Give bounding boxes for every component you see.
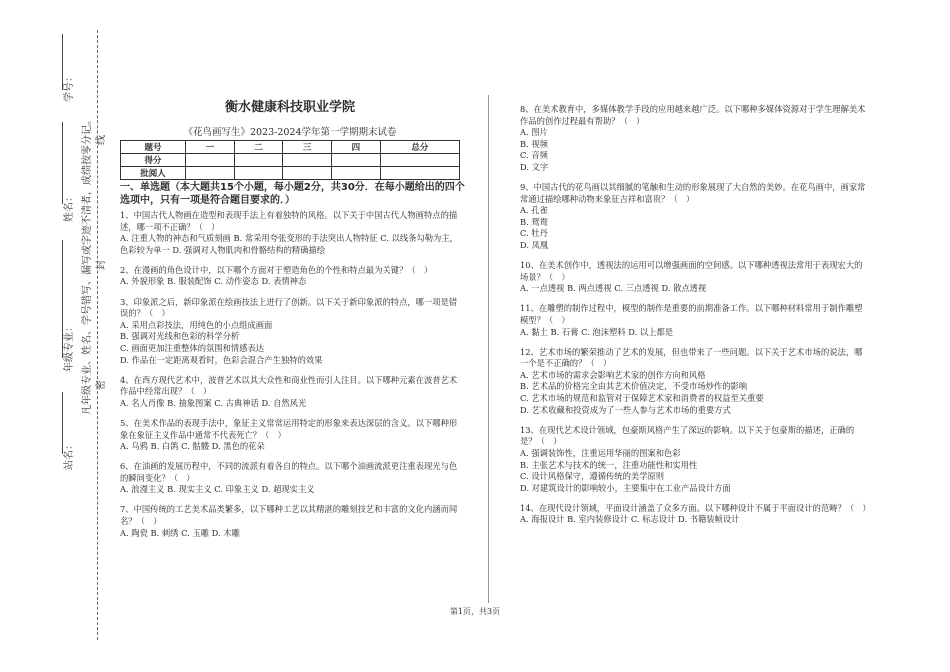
table-cell: 一 <box>186 141 235 154</box>
option-b: B. 艺术品的价格完全由其艺术价值决定，不受市场炒作的影响 <box>520 381 748 392</box>
school-title: 衡水健康科技职业学院 <box>224 100 355 115</box>
questions-left-column <box>120 210 465 548</box>
question-stem: 1、中国古代人物画在造型和表现手法上有着独特的风格。以下关于中国古代人物画特点的描述，哪一项不正确？（ ） <box>120 210 458 232</box>
option-c: C. 牡丹 <box>520 228 548 239</box>
question-5 <box>120 418 465 453</box>
question-3 <box>120 297 465 367</box>
option-a: A. 孔雀 <box>520 205 548 216</box>
table-cell: 四 <box>332 141 381 154</box>
score-input-cell[interactable] <box>332 154 381 167</box>
question-stem: 3、印象派之后，新印象派在绘画技法上进行了创新。以下关于新印象派的特点，哪一项是错误的？（ ） <box>120 296 458 319</box>
page-footer: 第1页，共3页 <box>449 607 501 616</box>
question-13 <box>520 425 870 495</box>
grader-input-cell[interactable] <box>186 167 235 180</box>
table-cell: 三 <box>283 141 332 154</box>
question-options: A. 浪漫主义 B. 现实主义 C. 印象主义 D. 超现实主义 <box>120 484 315 495</box>
option-a: A. 采用点彩技法，用纯色的小点组成画面 <box>120 319 273 330</box>
option-b: B. 鸳鸯 <box>520 216 548 227</box>
question-options: A. 乌鸦 B. 白鸽 C. 骷髅 D. 黑色的花朵 <box>120 441 265 452</box>
student-id-line <box>62 34 63 90</box>
question-stem: 7、中国传统的工艺美术品类繁多，以下哪种工艺以其精湛的雕刻技艺和丰富的文化内涵而闻名？（ ） <box>120 504 458 527</box>
question-options: A. 海报设计 B. 室内装修设计 C. 标志设计 D. 书籍装帧设计 <box>520 514 740 525</box>
option-b: B. 主张艺术与技术的统一，注重功能性和实用性 <box>520 459 698 470</box>
binding-margin <box>0 0 110 672</box>
question-stem: 11、在雕塑的制作过程中，模型的制作是重要的前期准备工作。以下哪种材料常用于制作雕塑模型？（ ） <box>520 303 863 325</box>
grade-major-label: 年级专业： <box>64 322 75 372</box>
score-input-cell[interactable] <box>234 154 283 167</box>
score-input-cell[interactable] <box>283 154 332 167</box>
grader-row <box>121 167 460 180</box>
score-table-header-row <box>121 141 460 154</box>
exam-title: 《花鸟画写生》2023-2024学年第一学期期末试卷 <box>183 127 397 138</box>
score-row <box>121 154 460 167</box>
option-b: B. 强调对光线和色彩的科学分析 <box>120 331 240 342</box>
question-stem: 10、在美术创作中，透视法的运用可以增强画面的空间感。以下哪种透视法常用于表现宏大的场景？（ ） <box>520 260 863 282</box>
seat-label: 站名： <box>64 440 75 470</box>
notice-text: 凡年级专业、姓名、学号错写、漏写或字迹不清者，成绩按零分记。 <box>82 115 93 415</box>
question-6 <box>120 461 465 496</box>
seat-line <box>62 392 63 454</box>
grader-input-cell[interactable] <box>332 167 381 180</box>
score-input-cell[interactable] <box>380 154 459 167</box>
option-d: D. 艺术收藏和投资成为了一些人参与艺术市场的重要方式 <box>520 404 731 415</box>
name-line <box>62 122 63 204</box>
question-stem: 8、在美术教育中，多媒体教学手段的应用越来越广泛。以下哪种多媒体资源对于学生理解美术作品的创作过程最有帮助？（ ） <box>520 104 866 126</box>
student-id-label: 学号： <box>64 72 75 102</box>
question-options: A. 注重人物的神态和气质刻画 B. 常采用夸张变形的手法突出人物特征 C. 以线条勾勒为主，色彩较为单一 D. 强调对人物肌肉和骨骼结构的精确描绘 <box>120 233 458 255</box>
question-12 <box>520 347 870 417</box>
seal-mark-secret: 密 <box>96 380 107 390</box>
score-table <box>120 140 460 180</box>
question-4 <box>120 375 465 410</box>
table-cell: 批阅人 <box>121 167 186 180</box>
score-input-cell[interactable] <box>186 154 235 167</box>
question-stem: 13、在现代艺术设计领域，包豪斯风格产生了深远的影响。以下关于包豪斯的描述，正确的是？（ ） <box>520 424 855 447</box>
question-stem: 5、在美术作品的表现手法中，象征主义常常运用特定的形象来表达深层的含义。以下哪种形象在象征主义作品中通常不代表死亡？（ ） <box>120 417 458 440</box>
option-a: A. 图片 <box>520 127 548 138</box>
grader-input-cell[interactable] <box>283 167 332 180</box>
question-10 <box>520 260 870 295</box>
table-cell: 题号 <box>121 141 186 154</box>
question-7 <box>120 504 465 539</box>
grader-input-cell[interactable] <box>234 167 283 180</box>
questions-right-column <box>520 104 870 535</box>
question-options: A. 名人肖像 B. 抽象图案 C. 古典神话 D. 自然风光 <box>120 397 307 408</box>
question-stem: 9、中国古代的花鸟画以其细腻的笔触和生动的形象展现了大自然的美妙。在花鸟画中，画家常常通过描绘哪种动物来象征吉祥和富贵？（ ） <box>520 182 866 204</box>
option-c: C. 音频 <box>520 150 548 161</box>
question-stem: 4、在西方现代艺术中，波普艺术以其大众性和商业性而引人注目。以下哪种元素在波普艺术作品中经常出现？（ ） <box>120 374 458 397</box>
question-options: A. 外貌形象 B. 服装配饰 C. 动作姿态 D. 表情神态 <box>120 276 307 287</box>
question-stem: 2、在漫画的角色设计中，以下哪个方面对于塑造角色的个性和特点最为关键？（ ） <box>120 264 433 275</box>
question-options: A. 陶瓷 B. 刺绣 C. 玉雕 D. 木雕 <box>120 527 240 538</box>
option-a: A. 艺术市场的需求会影响艺术家的创作方向和风格 <box>520 369 706 380</box>
question-11 <box>520 303 870 338</box>
question-9 <box>520 182 870 252</box>
column-divider <box>488 95 489 603</box>
question-14 <box>520 503 870 526</box>
question-8 <box>520 104 870 174</box>
question-stem: 14、在现代设计领域，平面设计涵盖了众多方面。以下哪种设计不属于平面设计的范畴？（ ） <box>520 502 871 513</box>
option-d: D. 凤凰 <box>520 240 549 251</box>
table-cell: 得分 <box>121 154 186 167</box>
option-c: C. 设计风格保守，遵循传统的美学原则 <box>520 471 665 482</box>
seal-mark-line: 线 <box>96 135 107 145</box>
table-cell: 二 <box>234 141 283 154</box>
option-d: D. 作品在一定距离观看时，色彩会混合产生独特的效果 <box>120 354 323 365</box>
question-options: A. 黏土 B. 石膏 C. 泡沫塑料 D. 以上都是 <box>520 326 674 337</box>
seal-dashed-line <box>97 30 98 640</box>
option-c: C. 画面更加注重整体的氛围和情感表达 <box>120 342 265 353</box>
option-c: C. 艺术市场的规范和监管对于保障艺术家和消费者的权益至关重要 <box>520 393 764 404</box>
question-options: A. 一点透视 B. 两点透视 C. 三点透视 D. 散点透视 <box>520 283 707 294</box>
option-b: B. 视频 <box>520 138 548 149</box>
option-d: D. 对建筑设计的影响较小，主要集中在工业产品设计方面 <box>520 482 731 493</box>
grade-major-line <box>62 240 63 358</box>
seal-mark-seal: 封 <box>96 260 107 270</box>
name-label: 姓名： <box>64 192 75 222</box>
question-1 <box>120 210 465 256</box>
question-stem: 12、艺术市场的繁荣推动了艺术的发展，但也带来了一些问题。以下关于艺术市场的说法，哪一个是不正确的？（ ） <box>520 346 863 369</box>
option-d: D. 文字 <box>520 161 549 172</box>
table-cell: 总分 <box>380 141 459 154</box>
question-2 <box>120 265 465 288</box>
question-stem: 6、在油画的发展历程中，不同的流派有着各自的特点。以下哪个油画流派更注重表现光与色的瞬间变化？（ ） <box>120 461 458 483</box>
option-a: A. 强调装饰性，注重运用华丽的图案和色彩 <box>520 447 681 458</box>
grader-input-cell[interactable] <box>380 167 459 180</box>
section-heading: 一、单选题（本大题共15个小题，每小题2分，共30分．在每小题给出的四个选项中，只有一项是符合题目要求的．） <box>120 182 465 206</box>
